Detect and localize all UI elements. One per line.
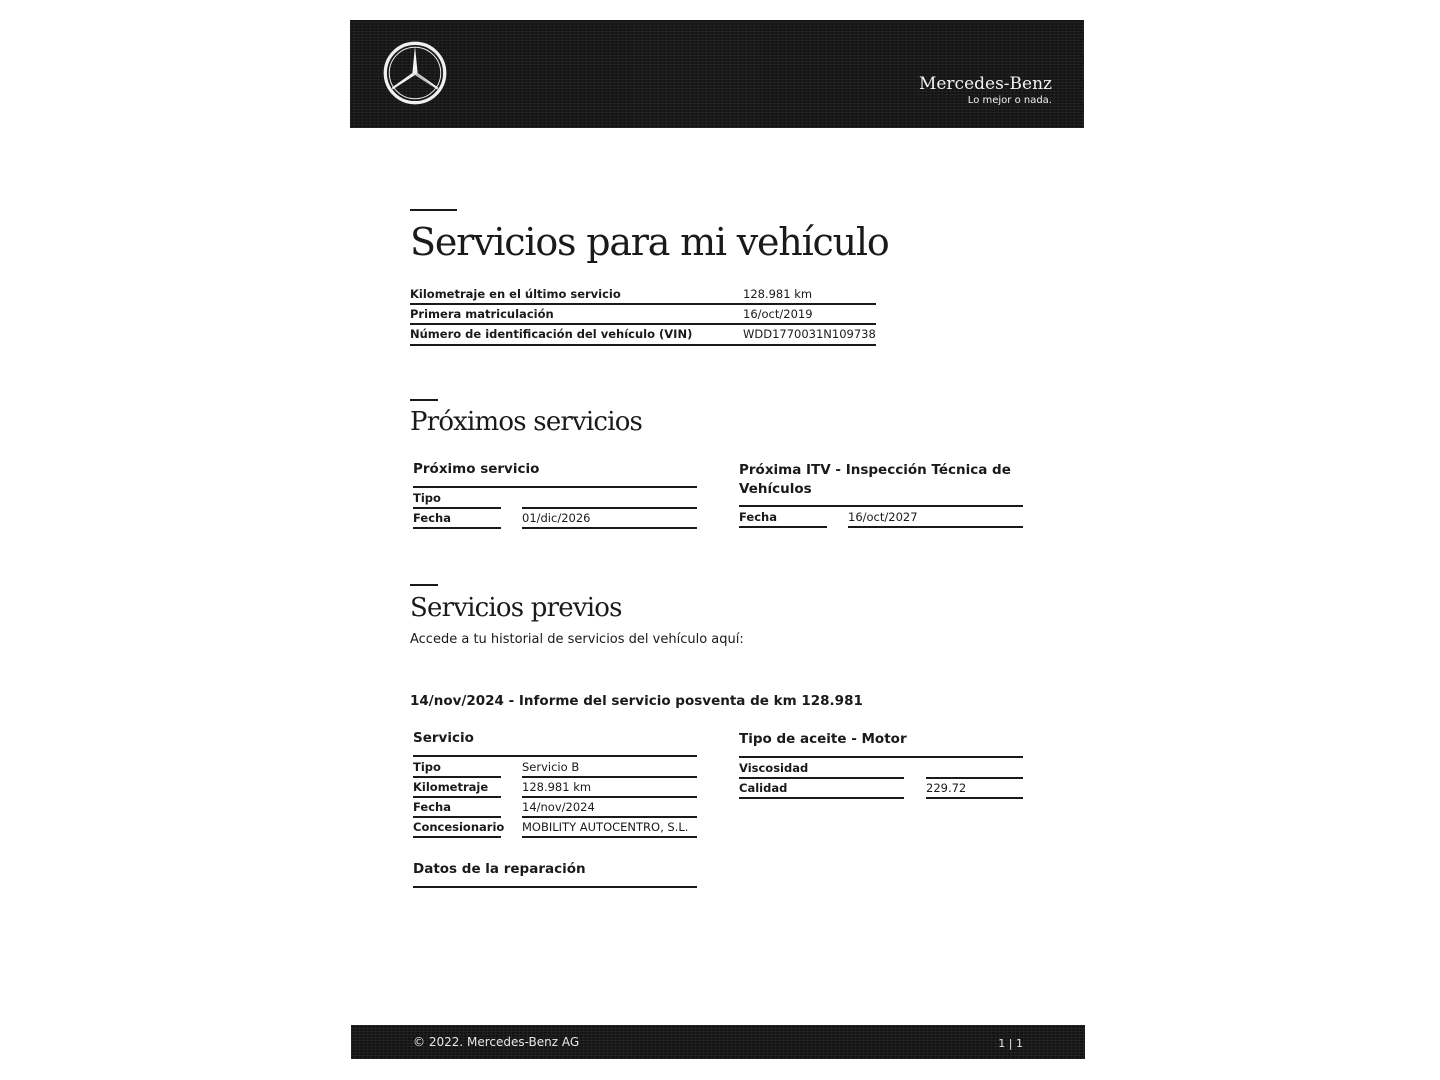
mercedes-star-icon [382,40,448,106]
next-itv-title [739,461,1011,499]
table-row [739,506,1023,526]
row-label: Tipo [413,760,441,774]
divider [522,527,697,529]
table-row [413,507,697,527]
page-indicator: 1 | 1 [998,1037,1023,1050]
row-value: 229.72 [926,781,967,795]
brand-name: Mercedes-Benz [918,74,1052,94]
row-value: MOBILITY AUTOCENTRO, S.L. [522,820,689,834]
next-itv-title-line: Vehículos [739,481,812,497]
section-title-upcoming: Próximos servicios [410,407,643,437]
table-row [739,757,1023,777]
footer-band [351,1025,1085,1059]
table-row [410,283,876,303]
row-value: 128.981 km [743,287,813,301]
table-row [739,777,1023,797]
table-row [413,487,697,507]
row-label: Fecha [413,511,451,525]
brand-block [919,74,1052,108]
table-row [413,776,697,796]
divider [413,527,501,529]
row-value: 14/nov/2024 [522,800,595,814]
divider [739,526,827,528]
row-value: 16/oct/2027 [848,510,918,524]
repair-data-title: Datos de la reparación [413,861,586,877]
row-value: Servicio B [522,760,580,774]
row-label: Concesionario [413,820,505,834]
row-label: Número de identificación del vehículo (VIN) [410,327,693,341]
row-label: Viscosidad [739,761,809,775]
divider [410,344,876,346]
row-label: Primera matriculación [410,307,554,321]
section-dash [410,584,438,586]
next-service-title: Próximo servicio [413,461,540,477]
table-row [410,323,876,343]
title-dash [410,209,457,211]
row-label: Kilometraje en el último servicio [410,287,621,301]
brand-tagline: Lo mejor o nada. [967,95,1052,106]
divider [739,797,904,799]
row-label: Fecha [413,800,451,814]
row-value: WDD1770031N109738 [743,327,876,341]
divider [413,886,697,888]
table-row [413,756,697,776]
row-label: Calidad [739,781,788,795]
table-row [413,816,697,836]
row-label: Fecha [739,510,777,524]
section-title-previous: Servicios previos [410,593,622,623]
divider [848,526,1023,528]
row-value: 01/dic/2026 [522,511,591,525]
row-label: Tipo [413,491,441,505]
copyright: © 2022. Mercedes-Benz AG [413,1035,580,1049]
oil-title: Tipo de aceite - Motor [739,731,907,747]
service-title: Servicio [413,730,474,746]
history-intro: Accede a tu historial de servicios del vehículo aquí: [410,632,744,647]
divider [413,836,501,838]
report-title: 14/nov/2024 - Informe del servicio posventa de km 128.981 [410,693,863,709]
table-row [413,796,697,816]
divider [926,797,1023,799]
section-dash [410,399,438,401]
divider [522,836,697,838]
page-title: Servicios para mi vehículo [410,220,889,264]
row-value: 128.981 km [522,780,592,794]
header-band [350,20,1084,128]
row-value: 16/oct/2019 [743,307,813,321]
table-row [410,303,876,323]
next-itv-title-line: Próxima ITV - Inspección Técnica de [739,462,1011,478]
row-label: Kilometraje [413,780,489,794]
